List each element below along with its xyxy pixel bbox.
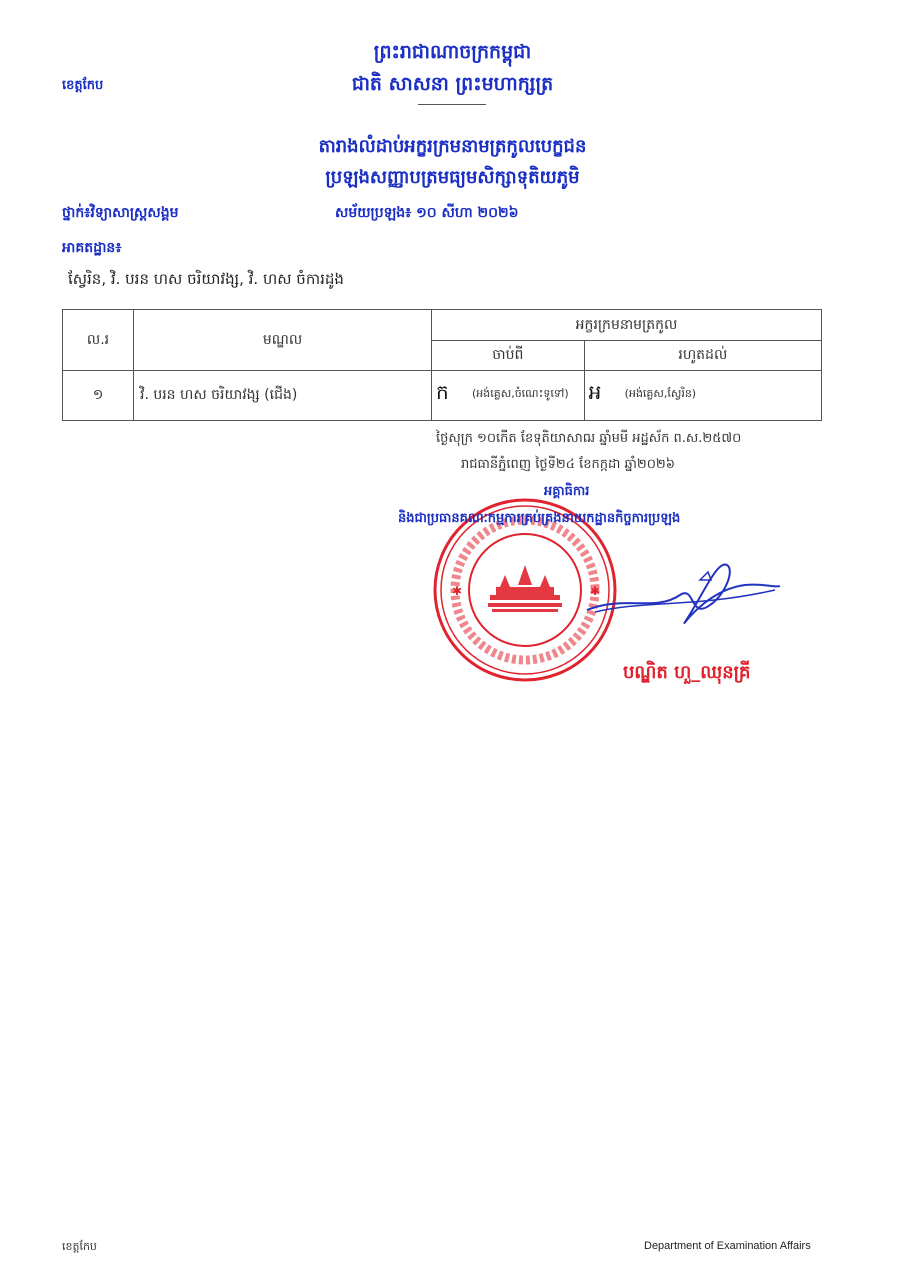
header-center: មណ្ឌល [134,310,432,371]
province-label: ខេត្តកែប [62,78,104,93]
row-no: ១ [63,371,134,421]
allocation-table [62,309,822,421]
row-to [584,371,821,421]
row-from [432,371,585,421]
to-note: (អង់គ្លេស,ស្វែរិន) [624,387,697,400]
header-name-range: អក្ខរក្រមនាមត្រកូល [432,310,822,341]
header-to: រហូតដល់ [584,341,821,371]
exam-center-names: ស្វែរិន, វិ. បរន ហស ចរិយាវង្ស, វិ. ហស ចំការដូង [68,270,344,288]
exam-session-label: សម័យប្រឡង៖ ១០ សីហា ២០២៦ [335,205,519,221]
solar-date: រាជធានីភ្នំពេញ ថ្ងៃទី២៤ ខែកក្កដា ឆ្នាំ២០២៦ [461,457,675,472]
signer-position: និងជាប្រធានគណៈកម្មការគ្រប់គ្រងនាយកដ្ឋានកិច្ចការប្រឡង [398,511,681,526]
to-letter: អ [588,380,602,404]
exam-center-heading: អាគតដ្ឋាន៖ [62,240,122,256]
header-no: ល.រ [63,310,134,371]
svg-text:✱: ✱ [452,584,463,598]
national-motto: ជាតិ សាសនា ព្រះមហាក្សត្រ [351,73,554,95]
from-note: (អង់គ្លេស,ចំណេះទូទៅ) [472,387,569,400]
header-from: ចាប់ពី [432,341,585,371]
motto-divider [418,104,486,105]
footer-province: ខេត្តកែប [62,1240,97,1253]
signature-icon [585,550,785,650]
svg-text:✱: ✱ [590,584,601,598]
signer-title: អគ្គាធិការ [544,484,590,499]
document-subtitle: ប្រឡងសញ្ញាបត្រមធ្យមសិក្សាទុតិយភូមិ [325,167,580,188]
row-center: វិ. បរន ហស ចរិយាវង្ស (ជើង) [134,371,432,421]
lunar-date: ថ្ងៃសុក្រ ១០កើត ខែទុតិយាសាឍ ឆ្នាំមមី អដ្ឋស័ក ព.ស.២៥៧០ [436,431,742,446]
document-title: តារាងលំដាប់អក្ខរក្រមនាមត្រកូលបេក្ខជន [318,136,587,157]
table-row [63,371,822,421]
class-label: ថ្នាក់៖វិទ្យាសាស្ត្រសង្គម [62,205,179,221]
footer-department: Department of Examination Affairs [644,1240,811,1252]
signer-name: បណ្ឌិត ហួ_ឈុនគ្រី [623,662,751,683]
kingdom-title: ព្រះរាជាណាចក្រកម្ពុជា [373,41,532,63]
from-letter: ក [436,380,449,404]
